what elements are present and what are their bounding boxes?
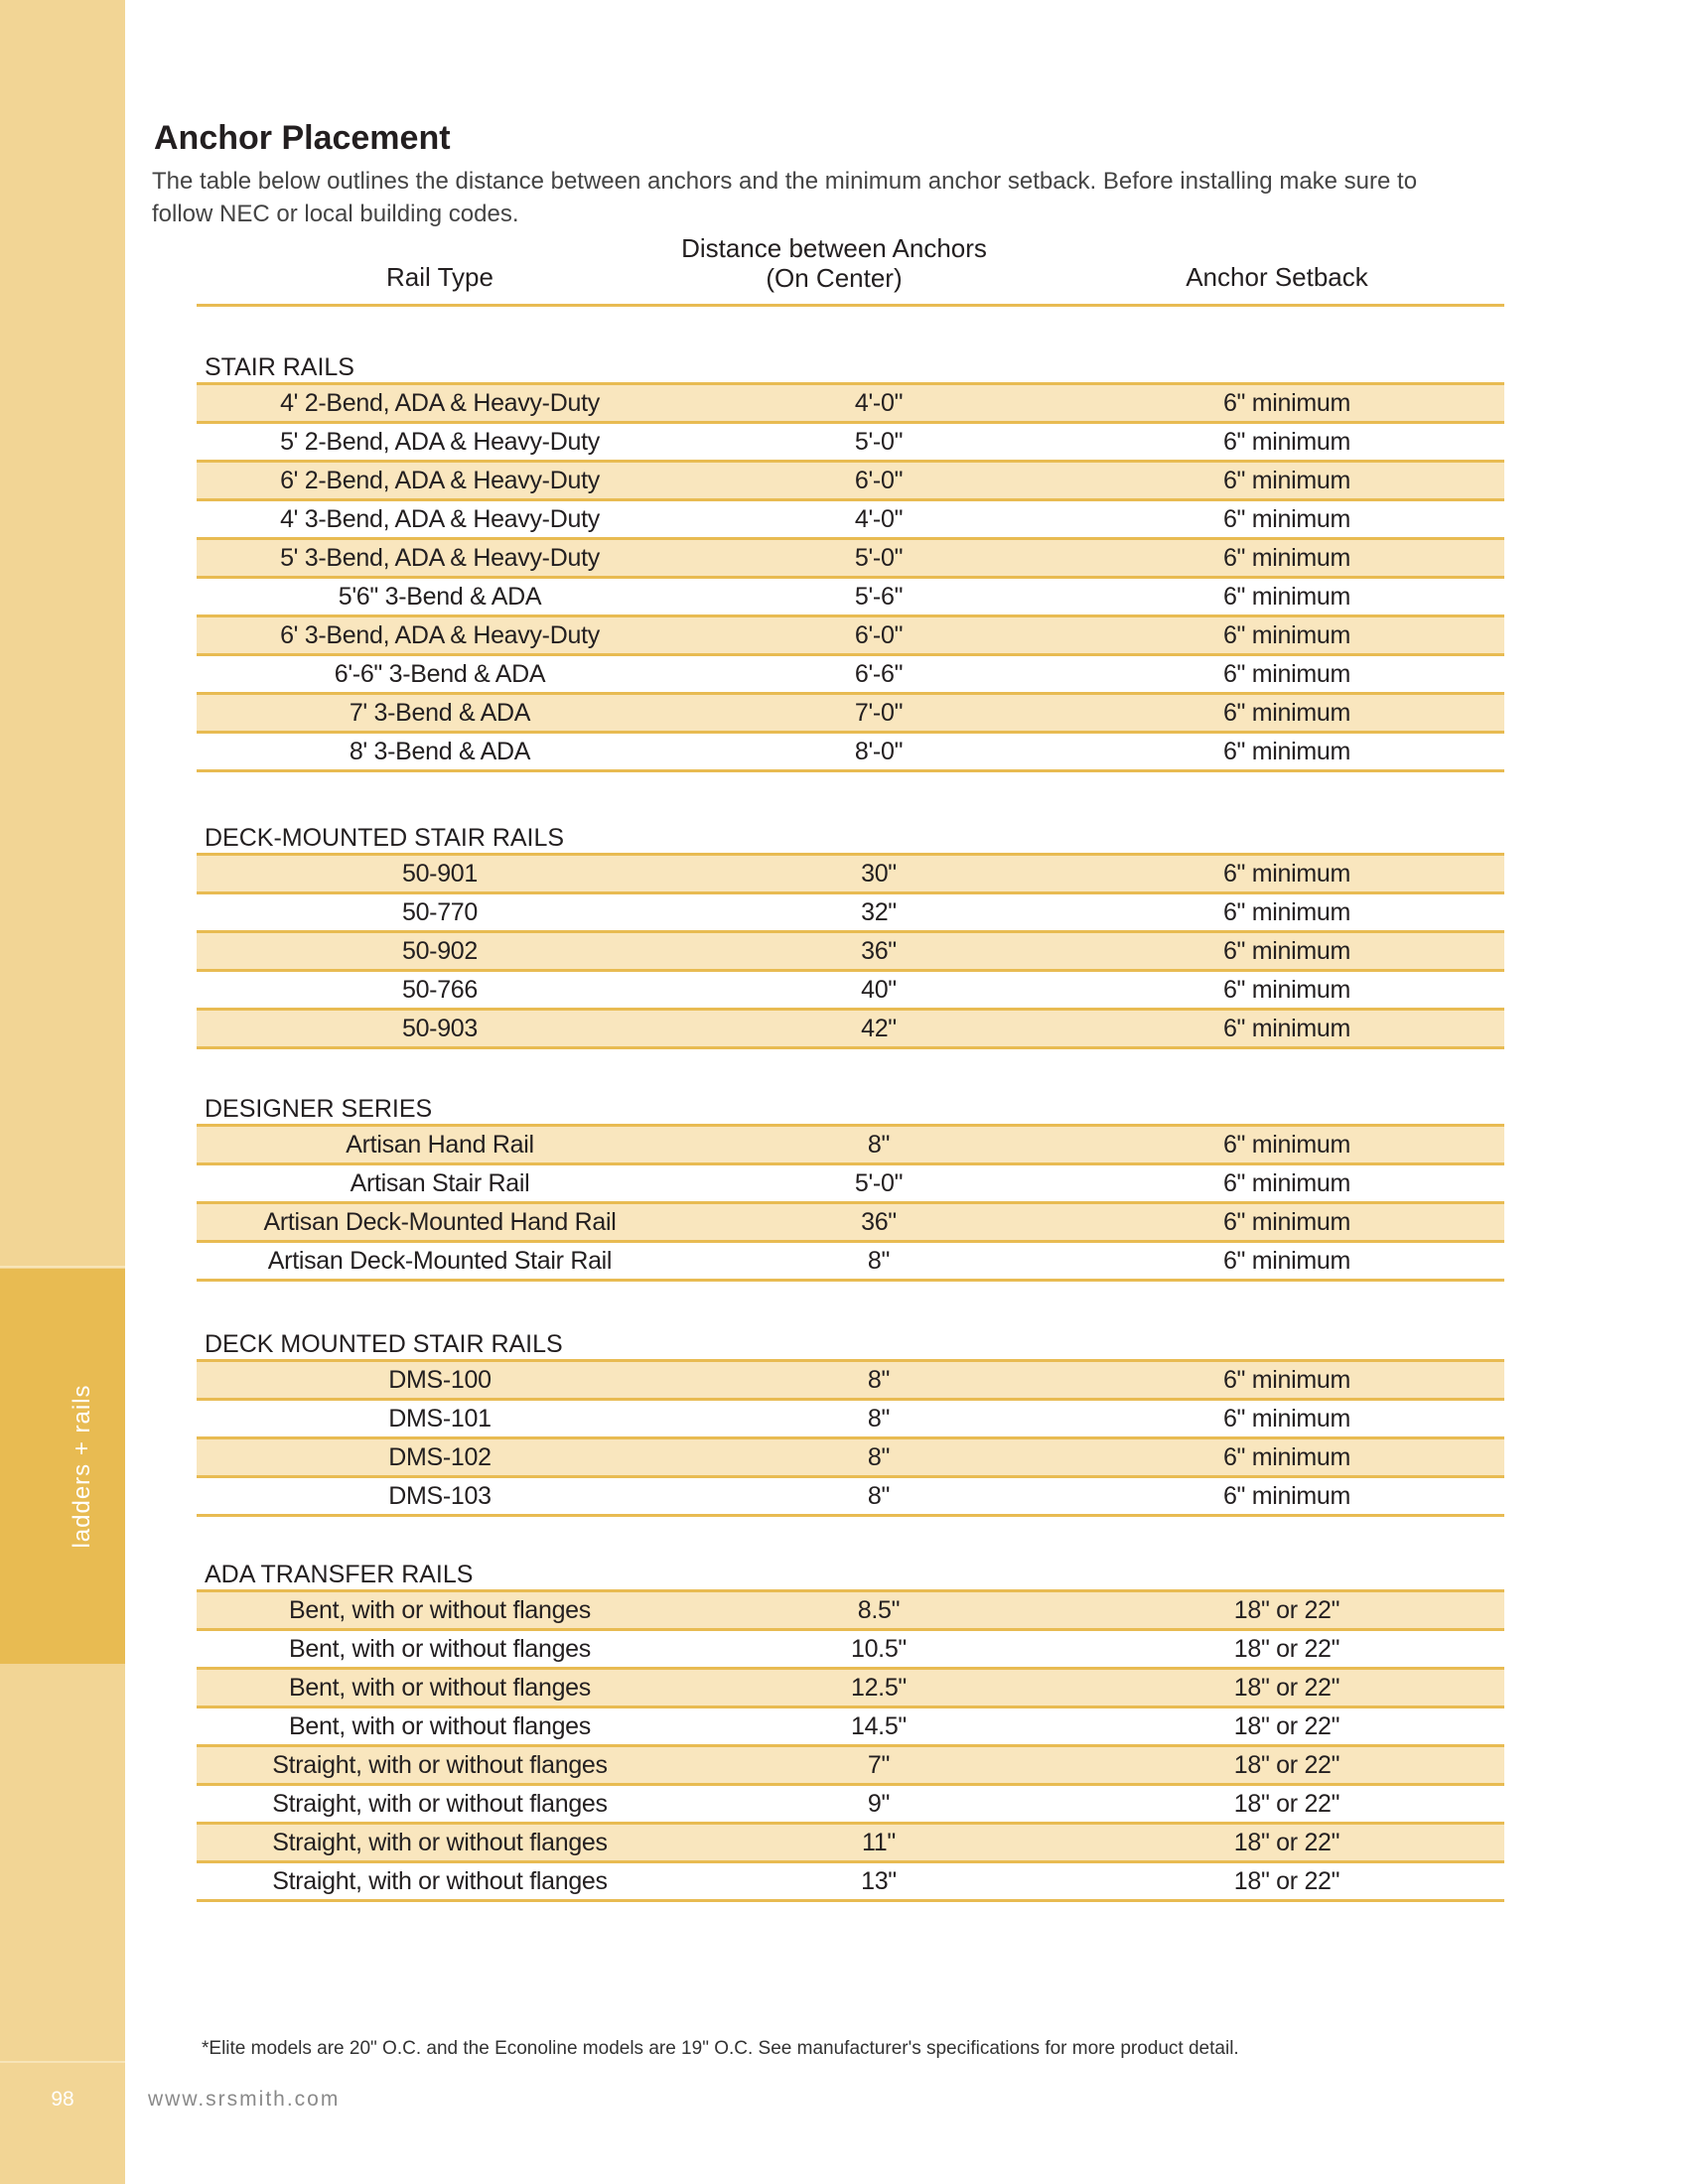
rail-type-cell: Bent, with or without flanges — [289, 1635, 591, 1663]
rail-type-cell: DMS-101 — [388, 1405, 492, 1433]
distance-cell: 8" — [867, 1405, 891, 1433]
distance-cell: 8" — [867, 1482, 891, 1510]
section-rows — [197, 1589, 1504, 1902]
table-row — [197, 501, 1504, 540]
rail-type-cell: Bent, with or without flanges — [289, 1674, 591, 1702]
rail-type-cell: 50-903 — [401, 1015, 479, 1042]
table-row — [197, 1362, 1504, 1401]
table-section — [197, 1329, 1504, 1517]
setback-cell: 6" minimum — [1222, 583, 1351, 611]
section-title: ADA TRANSFER RAILS — [205, 1561, 474, 1588]
distance-cell: 9" — [867, 1790, 891, 1818]
rail-type-cell: Straight, with or without flanges — [272, 1867, 608, 1895]
table-row — [197, 856, 1504, 894]
distance-cell: 42" — [861, 1015, 897, 1042]
setback-cell: 6" minimum — [1222, 738, 1351, 765]
sidebar — [0, 0, 125, 2184]
footnote: *Elite models are 20" O.C. and the Econoline models are 19" O.C. See manufacturer's specifications for more product detail. — [202, 2038, 1239, 2059]
rail-type-cell: 8' 3-Bend & ADA — [349, 738, 531, 765]
table-row — [197, 1863, 1504, 1902]
distance-cell: 36" — [861, 937, 897, 965]
distance-cell: 13" — [861, 1867, 897, 1895]
table-row — [197, 385, 1504, 424]
distance-cell: 11" — [862, 1829, 896, 1856]
table-row — [197, 695, 1504, 734]
intro-paragraph: The table below outlines the distance between anchors and the minimum anchor setback. Before installing make sure to follow NEC or local building codes. — [152, 168, 1418, 227]
table-row — [197, 894, 1504, 933]
distance-cell: 8'-0" — [854, 738, 904, 765]
rail-type-cell: Bent, with or without flanges — [289, 1712, 591, 1740]
table-row — [197, 1631, 1504, 1670]
section-title: DECK MOUNTED STAIR RAILS — [205, 1330, 563, 1358]
table-row — [197, 1011, 1504, 1049]
distance-cell: 5'-0" — [854, 544, 904, 572]
distance-cell: 5'-0" — [854, 428, 904, 456]
setback-cell: 6" minimum — [1222, 505, 1351, 533]
table-row — [197, 579, 1504, 617]
page-title: Anchor Placement — [154, 119, 451, 157]
rail-type-cell: Artisan Deck-Mounted Stair Rail — [267, 1247, 613, 1275]
distance-cell: 14.5" — [850, 1712, 908, 1740]
rail-type-cell: 50-901 — [401, 860, 479, 887]
rail-type-cell: 50-902 — [401, 937, 479, 965]
distance-cell: 36" — [861, 1208, 897, 1236]
table-row — [197, 1401, 1504, 1439]
distance-cell: 12.5" — [850, 1674, 908, 1702]
distance-cell: 6'-0" — [854, 467, 904, 494]
table-row — [197, 1127, 1504, 1165]
setback-cell: 6" minimum — [1222, 699, 1351, 727]
rail-type-cell: 5' 2-Bend, ADA & Heavy-Duty — [280, 428, 600, 456]
rail-type-cell: 50-770 — [401, 898, 479, 926]
rail-type-cell: 4' 2-Bend, ADA & Heavy-Duty — [280, 389, 600, 417]
sidebar-divider — [0, 1266, 125, 1268]
table-row — [197, 933, 1504, 972]
table-row — [197, 1670, 1504, 1708]
table-row — [197, 463, 1504, 501]
setback-cell: 18" or 22" — [1233, 1867, 1340, 1895]
section-rows — [197, 1359, 1504, 1517]
page-number: 98 — [51, 2088, 74, 2111]
rail-type-cell: Artisan Deck-Mounted Hand Rail — [263, 1208, 617, 1236]
setback-cell: 18" or 22" — [1233, 1829, 1340, 1856]
section-rows — [197, 853, 1504, 1049]
section-rows — [197, 1124, 1504, 1282]
section-title: DECK-MOUNTED STAIR RAILS — [205, 824, 565, 852]
rail-type-cell: Artisan Hand Rail — [346, 1131, 534, 1159]
setback-cell: 6" minimum — [1222, 660, 1351, 688]
setback-cell: 6" minimum — [1222, 1482, 1351, 1510]
rail-type-cell: 7' 3-Bend & ADA — [349, 699, 531, 727]
table-row — [197, 1747, 1504, 1786]
distance-cell: 8.5" — [857, 1596, 901, 1624]
setback-cell: 6" minimum — [1222, 1247, 1351, 1275]
table-row — [197, 617, 1504, 656]
setback-cell: 6" minimum — [1222, 1405, 1351, 1433]
rail-type-cell: 50-766 — [401, 976, 479, 1004]
setback-cell: 6" minimum — [1222, 1366, 1351, 1394]
section-title: DESIGNER SERIES — [205, 1095, 433, 1123]
table-section — [197, 1560, 1504, 1902]
table-row — [197, 1592, 1504, 1631]
setback-cell: 18" or 22" — [1233, 1674, 1340, 1702]
setback-cell: 6" minimum — [1222, 1169, 1351, 1197]
distance-cell: 4'-0" — [854, 389, 904, 417]
table-section — [197, 1094, 1504, 1282]
rail-type-cell: Bent, with or without flanges — [289, 1596, 591, 1624]
distance-cell: 6'-0" — [854, 621, 904, 649]
rail-type-cell: Straight, with or without flanges — [272, 1751, 608, 1779]
table-section — [197, 352, 1504, 772]
setback-cell: 6" minimum — [1222, 898, 1351, 926]
column-header-distance — [616, 233, 1053, 293]
website-url: www.srsmith.com — [148, 2088, 341, 2111]
table-row — [197, 1708, 1504, 1747]
setback-cell: 18" or 22" — [1233, 1790, 1340, 1818]
distance-cell: 5'-6" — [854, 583, 904, 611]
distance-cell: 4'-0" — [854, 505, 904, 533]
section-rows — [197, 382, 1504, 772]
rail-type-cell: DMS-102 — [388, 1443, 492, 1471]
rail-type-cell: 4' 3-Bend, ADA & Heavy-Duty — [280, 505, 600, 533]
distance-cell: 7" — [867, 1751, 891, 1779]
column-header-distance-line2: (On Center) — [766, 263, 903, 293]
distance-cell: 8" — [867, 1131, 891, 1159]
rail-type-cell: Straight, with or without flanges — [272, 1790, 608, 1818]
setback-cell: 6" minimum — [1222, 389, 1351, 417]
rail-type-cell: 6' 3-Bend, ADA & Heavy-Duty — [280, 621, 600, 649]
table-row — [197, 1825, 1504, 1863]
setback-cell: 6" minimum — [1222, 860, 1351, 887]
setback-cell: 6" minimum — [1222, 467, 1351, 494]
setback-cell: 18" or 22" — [1233, 1596, 1340, 1624]
table-row — [197, 734, 1504, 772]
rail-type-cell: DMS-103 — [388, 1482, 492, 1510]
table-section — [197, 823, 1504, 1049]
distance-cell: 5'-0" — [854, 1169, 904, 1197]
distance-cell: 32" — [861, 898, 897, 926]
setback-cell: 6" minimum — [1222, 976, 1351, 1004]
column-header-rail-type: Rail Type — [386, 262, 493, 292]
distance-cell: 7'-0" — [854, 699, 904, 727]
setback-cell: 18" or 22" — [1233, 1635, 1340, 1663]
column-header-setback: Anchor Setback — [1186, 262, 1368, 292]
distance-cell: 8" — [867, 1443, 891, 1471]
table-row — [197, 540, 1504, 579]
section-tab — [0, 1269, 125, 1664]
rail-type-cell: 5' 3-Bend, ADA & Heavy-Duty — [280, 544, 600, 572]
table-row — [197, 424, 1504, 463]
setback-cell: 6" minimum — [1222, 544, 1351, 572]
table-row — [197, 1243, 1504, 1282]
setback-cell: 18" or 22" — [1233, 1712, 1340, 1740]
sidebar-divider — [0, 2061, 125, 2063]
distance-cell: 30" — [861, 860, 897, 887]
rail-type-cell: DMS-100 — [388, 1366, 492, 1394]
distance-cell: 8" — [867, 1366, 891, 1394]
section-tab-label: ladders + rails — [69, 1384, 95, 1549]
setback-cell: 6" minimum — [1222, 1015, 1351, 1042]
table-row — [197, 1478, 1504, 1517]
setback-cell: 6" minimum — [1222, 1131, 1351, 1159]
header-rule — [197, 304, 1504, 307]
table-row — [197, 1165, 1504, 1204]
column-header-distance-line1: Distance between Anchors — [681, 233, 987, 263]
setback-cell: 18" or 22" — [1233, 1751, 1340, 1779]
rail-type-cell: Straight, with or without flanges — [272, 1829, 608, 1856]
distance-cell: 10.5" — [850, 1635, 908, 1663]
distance-cell: 40" — [861, 976, 897, 1004]
rail-type-cell: 5'6" 3-Bend & ADA — [338, 583, 542, 611]
table-row — [197, 1439, 1504, 1478]
setback-cell: 6" minimum — [1222, 621, 1351, 649]
rail-type-cell: 6'-6" 3-Bend & ADA — [334, 660, 546, 688]
rail-type-cell: Artisan Stair Rail — [350, 1169, 530, 1197]
distance-cell: 8" — [867, 1247, 891, 1275]
table-row — [197, 1786, 1504, 1825]
setback-cell: 6" minimum — [1222, 1208, 1351, 1236]
section-title: STAIR RAILS — [205, 353, 354, 381]
setback-cell: 6" minimum — [1222, 428, 1351, 456]
setback-cell: 6" minimum — [1222, 937, 1351, 965]
table-row — [197, 1204, 1504, 1243]
setback-cell: 6" minimum — [1222, 1443, 1351, 1471]
table-row — [197, 972, 1504, 1011]
distance-cell: 6'-6" — [854, 660, 904, 688]
table-row — [197, 656, 1504, 695]
rail-type-cell: 6' 2-Bend, ADA & Heavy-Duty — [280, 467, 600, 494]
